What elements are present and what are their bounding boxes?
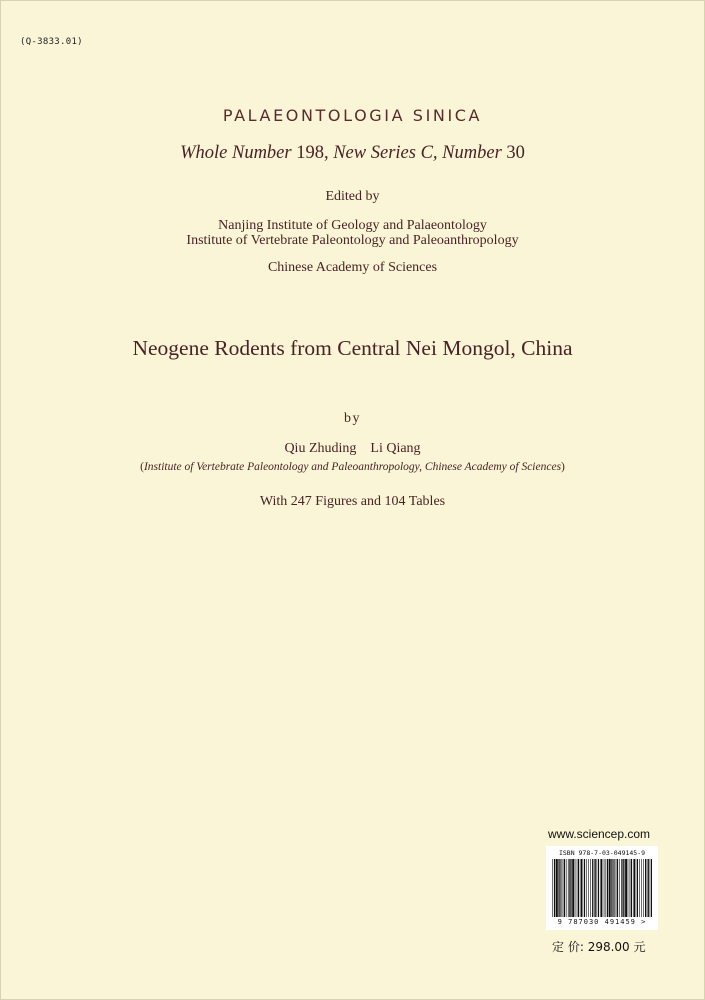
barcode-bars bbox=[552, 859, 652, 917]
whole-number: 198, bbox=[296, 143, 329, 163]
institution-2: Institute of Vertebrate Paleontology and Paleoanthropology bbox=[186, 233, 519, 248]
publisher-website: www.sciencep.com bbox=[548, 827, 651, 841]
author-1: Qiu Zhuding bbox=[284, 441, 357, 456]
price-unit: 元 bbox=[633, 940, 646, 954]
price bbox=[552, 938, 646, 955]
series-title: PALAEONTOLOGIA SINICA bbox=[222, 106, 483, 125]
series-numbering bbox=[0, 143, 705, 164]
affiliation-text: Institute of Vertebrate Paleontology and Paleoanthropology, Chinese Academy of Sciences bbox=[143, 461, 562, 473]
isbn-barcode bbox=[546, 846, 658, 930]
series-number: 30 bbox=[506, 143, 525, 163]
institution-1: Nanjing Institute of Geology and Palaeontology bbox=[218, 218, 487, 233]
new-series-label: New Series C, Number bbox=[333, 143, 502, 163]
catalog-code: (Q-3833.01) bbox=[20, 37, 83, 47]
isbn-number: ISBN 978-7-03-049145-9 bbox=[558, 849, 646, 857]
price-label: 定 价: bbox=[552, 940, 584, 954]
whole-number-label: Whole Number bbox=[180, 143, 292, 163]
author-2: Li Qiang bbox=[370, 441, 421, 456]
barcode-digits: 9 787030 491459 > bbox=[557, 918, 647, 926]
authors bbox=[0, 441, 705, 457]
academy: Chinese Academy of Sciences bbox=[267, 260, 438, 275]
edited-by: Edited by bbox=[325, 189, 380, 204]
figures-tables-note: With 247 Figures and 104 Tables bbox=[259, 494, 446, 509]
price-value: 298.00 bbox=[587, 940, 630, 954]
author-affiliation: (Institute of Vertebrate Paleontology and Paleoanthropology, Chinese Academy of Sciences) bbox=[140, 461, 565, 473]
by-label: by bbox=[344, 411, 361, 426]
book-title: Neogene Rodents from Central Nei Mongol, China bbox=[132, 336, 573, 360]
